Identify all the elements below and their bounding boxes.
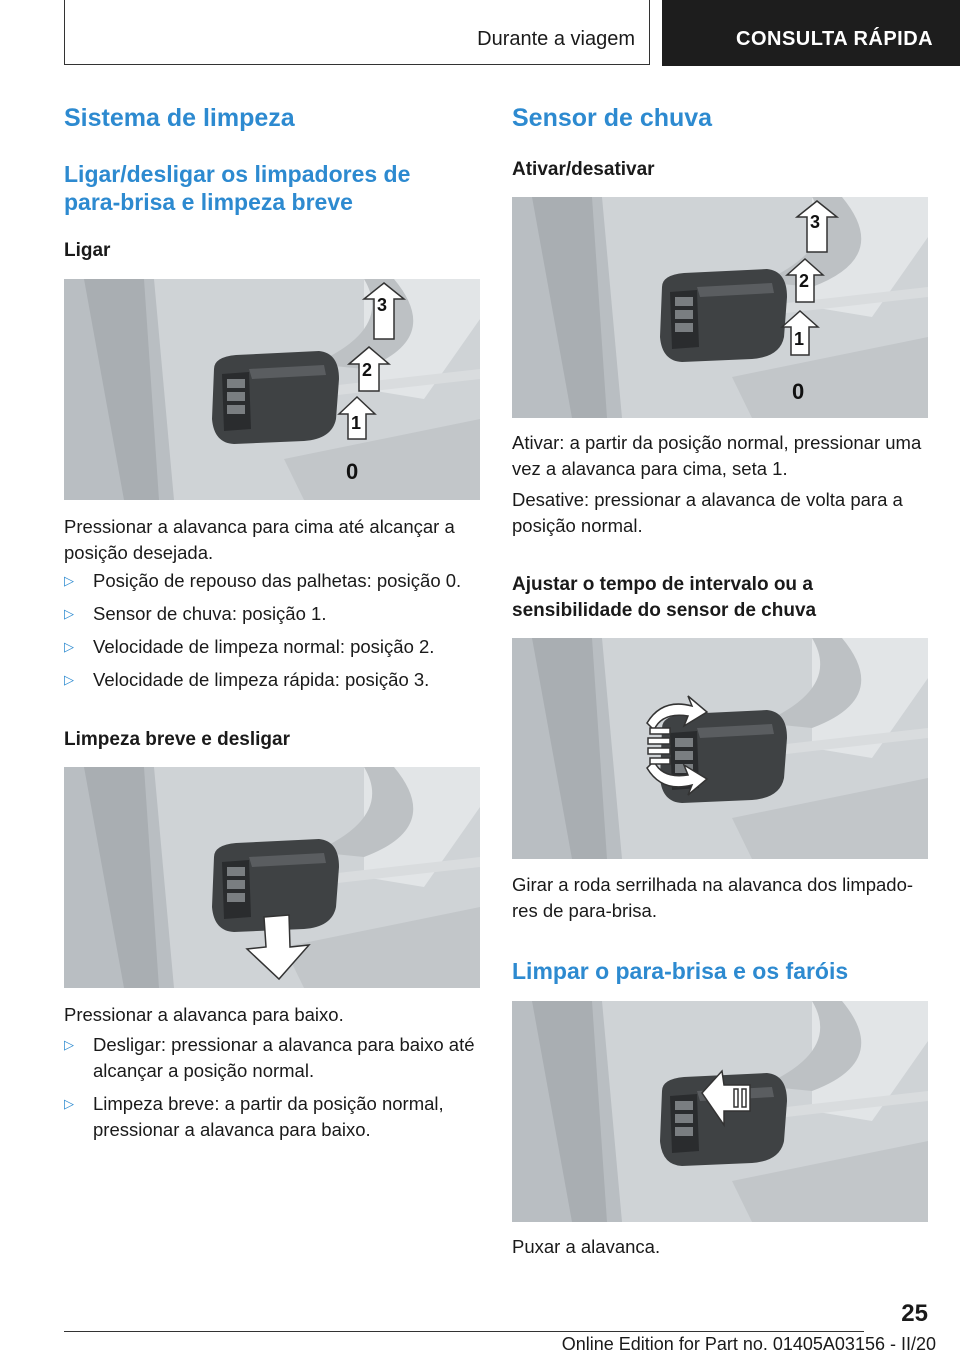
- page-number: 25: [901, 1300, 928, 1327]
- bullet-triangle-icon: ▷: [64, 573, 74, 588]
- figure-wiper-up-positions: [64, 279, 480, 500]
- label-pos0: 0: [346, 459, 359, 484]
- subheading-clean-windshield-headlights: Limpar o para-brisa e os faróis: [512, 958, 849, 984]
- label-pos3: 3: [810, 212, 821, 232]
- list-item: ▷ Desligar: pressionar a alavanca para baixo até alcançar a posição normal.: [64, 1034, 475, 1081]
- puxar-paragraph: Puxar a alavanca.: [512, 1236, 661, 1257]
- label-pos3: 3: [377, 295, 388, 315]
- footer-rule: [64, 1331, 864, 1332]
- subheading-wipers: Ligar/desligar os limpadores de para-brisa e limpeza breve: [64, 161, 411, 215]
- breve-paragraph: Pressionar a alavanca para baixo.: [64, 1004, 344, 1025]
- section-title: Durante a viagem: [477, 28, 635, 50]
- heading-ajustar: Ajustar o tempo de intervalo ou a sensibilidade do sensor de chuva: [512, 574, 817, 621]
- ativar-paragraph: Ativar: a partir da posição normal, pressionar uma vez a alavanca para cima, seta 1.: [512, 432, 922, 479]
- quick-reference-badge: [662, 0, 960, 66]
- girar-paragraph: Girar a roda serrilhada na alavanca dos limpado-res de para-brisa.: [512, 874, 914, 921]
- label-pos0: 0: [792, 379, 805, 404]
- bullet-triangle-icon: ▷: [64, 639, 74, 654]
- heading-limpeza-breve: Limpeza breve e desligar: [64, 729, 290, 750]
- label-pos1: 1: [794, 329, 805, 349]
- page-header: [0, 0, 960, 66]
- label-pos2: 2: [799, 271, 810, 291]
- label-pos1: 1: [351, 413, 362, 433]
- bullet-triangle-icon: ▷: [64, 1096, 74, 1111]
- section-heading-cleaning-system: Sistema de limpeza: [64, 104, 295, 132]
- badge-label: CONSULTA RÁPIDA: [736, 28, 934, 50]
- section-heading-rain-sensor: Sensor de chuva: [512, 104, 713, 132]
- bullet-triangle-icon: ▷: [64, 606, 74, 621]
- desativar-paragraph: Desative: pressionar a alavanca de volta para a posição normal.: [512, 489, 903, 536]
- bullet-triangle-icon: ▷: [64, 1037, 74, 1052]
- header-separator: [649, 0, 650, 64]
- figure-wiper-down: [64, 767, 480, 988]
- label-pos2: 2: [362, 360, 373, 380]
- heading-ligar: Ligar: [64, 240, 111, 261]
- bullet-triangle-icon: ▷: [64, 672, 74, 687]
- heading-ativar: Ativar/desativar: [512, 159, 655, 180]
- header-left-rule: [64, 0, 65, 64]
- figure-rotate-wheel: [512, 638, 928, 859]
- header-bottom-rule: [64, 64, 650, 65]
- figure-pull-lever: [512, 1001, 928, 1222]
- ligar-paragraph: Pressionar a alavanca para cima até alcançar a posição desejada.: [64, 516, 455, 563]
- figure-rain-sensor-activate: [512, 197, 928, 418]
- list-item: ▷ Limpeza breve: a partir da posição normal, pressionar a alavanca para baixo.: [64, 1093, 444, 1140]
- edition-text: Online Edition for Part no. 01405A03156 - II/20: [561, 1334, 936, 1354]
